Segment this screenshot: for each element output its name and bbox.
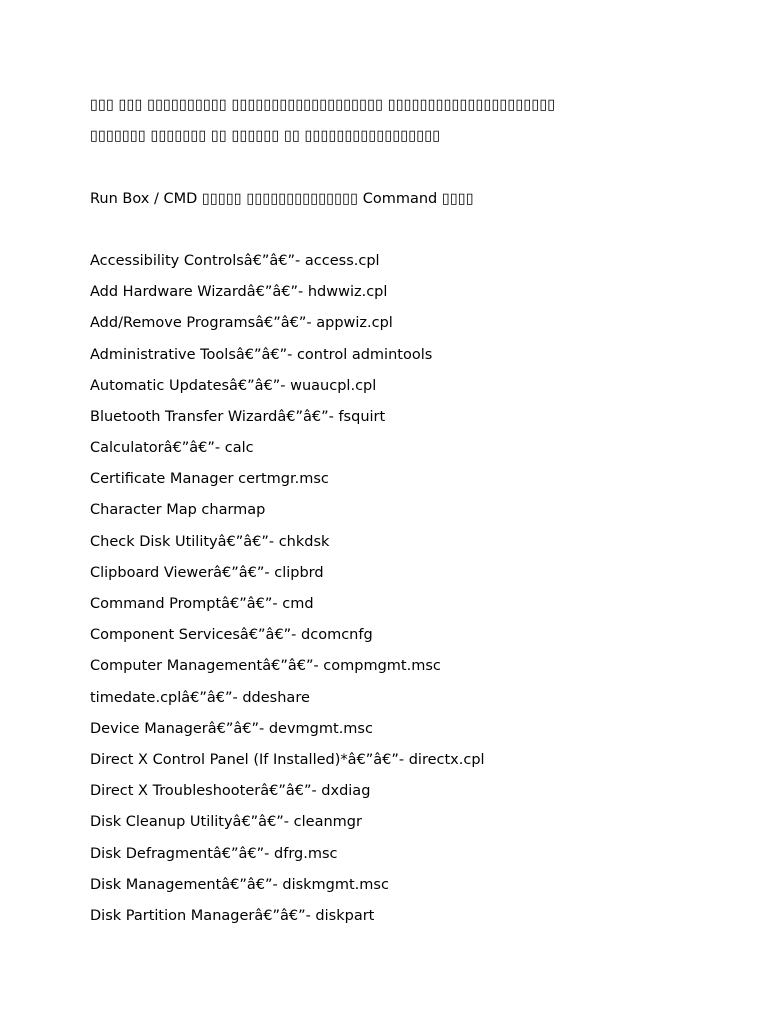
command-item: Clipboard Viewerâ€”â€”- clipbrd — [90, 564, 324, 581]
command-item: Disk Defragmentâ€”â€”- dfrg.msc — [90, 845, 338, 862]
command-item: Direct X Control Panel (If Installed)*â€”â€”- directx.cpl — [90, 751, 485, 768]
command-item: Command Promptâ€”â€”- cmd — [90, 596, 314, 612]
command-item: Administrative Toolsâ€”â€”- control admintools — [90, 346, 433, 363]
intro-line-2: ▯▯▯▯▯▯▯ ▯▯▯▯▯▯▯ ▯▯ ▯▯▯▯▯▯ ▯▯ ▯▯▯▯▯▯▯▯▯▯▯▯▯▯▯▯▯ — [90, 128, 441, 145]
document-page — [90, 90, 750, 932]
command-item: Disk Managementâ€”â€”- diskmgmt.msc — [90, 876, 389, 893]
command-item: Automatic Updatesâ€”â€”- wuaucpl.cpl — [90, 377, 377, 394]
command-item: Device Managerâ€”â€”- devmgmt.msc — [90, 720, 373, 737]
command-item: Add/Remove Programsâ€”â€”- appwiz.cpl — [90, 315, 393, 332]
command-item: Computer Managementâ€”â€”- compmgmt.msc — [90, 658, 441, 675]
command-item: Calculatorâ€”â€”- calc — [90, 440, 254, 457]
command-item: Certificate Manager certmgr.msc — [90, 471, 329, 488]
spacer — [90, 152, 750, 183]
command-item: Disk Cleanup Utilityâ€”â€”- cleanmgr — [90, 814, 362, 831]
intro-line-1: ▯▯▯ ▯▯▯ ▯▯▯▯▯▯▯▯▯▯ ▯▯▯▯▯▯▯▯▯▯▯▯▯▯▯▯▯▯▯ ▯▯▯▯▯▯▯▯▯▯▯▯▯▯▯▯▯▯▯▯▯ — [90, 97, 556, 113]
command-item: Direct X Troubleshooterâ€”â€”- dxdiag — [90, 783, 371, 800]
command-item: Check Disk Utilityâ€”â€”- chkdsk — [90, 533, 330, 550]
command-item: Character Map charmap — [90, 502, 266, 519]
command-item: Component Servicesâ€”â€”- dcomcnfg — [90, 627, 373, 644]
command-item: Disk Partition Managerâ€”â€”- diskpart — [90, 907, 375, 924]
section-heading: Run Box / CMD ▯▯▯▯▯ ▯▯▯▯▯▯▯▯▯▯▯▯▯▯ Command ▯▯▯▯ — [90, 190, 474, 207]
spacer — [90, 215, 750, 246]
command-list — [90, 246, 750, 932]
command-item: Add Hardware Wizardâ€”â€”- hdwwiz.cpl — [90, 284, 388, 301]
command-item: Bluetooth Transfer Wizardâ€”â€”- fsquirt — [90, 408, 386, 425]
command-item: timedate.cplâ€”â€”- ddeshare — [90, 689, 310, 706]
command-item: Accessibility Controlsâ€”â€”- access.cpl — [90, 252, 380, 269]
